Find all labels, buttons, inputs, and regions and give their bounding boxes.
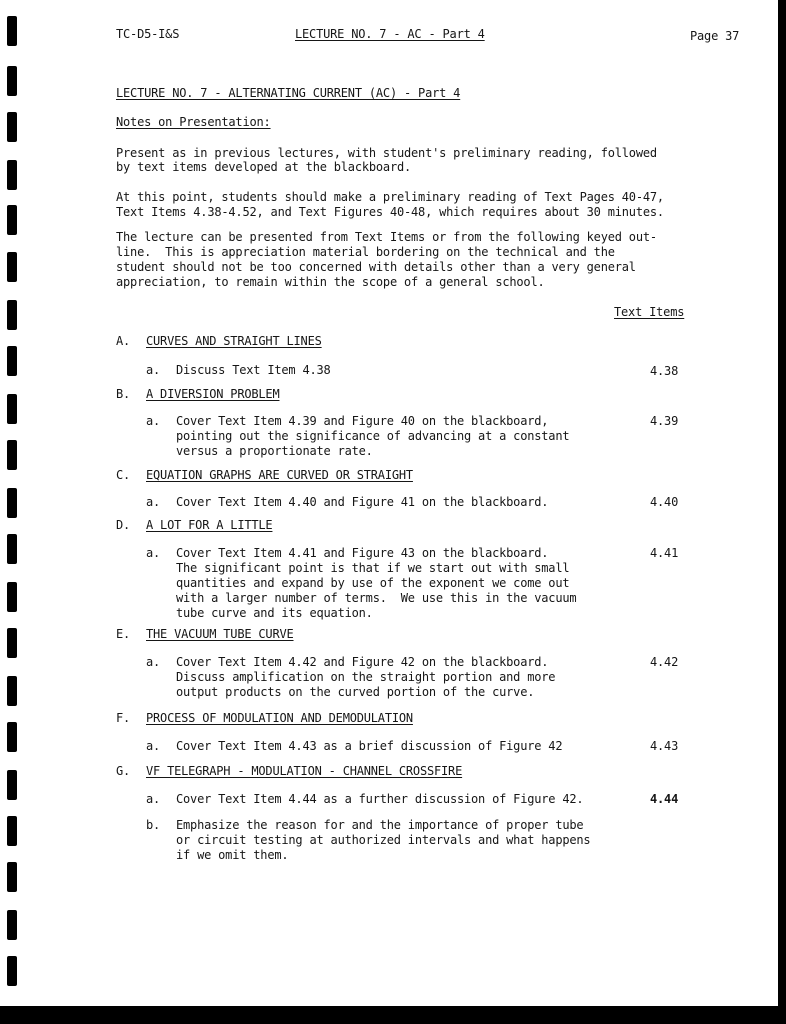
- punch-hole: [7, 66, 17, 96]
- lecture-title: LECTURE NO. 7 - ALTERNATING CURRENT (AC) - Part 4: [116, 86, 461, 100]
- item-line: tube curve and its equation.: [176, 606, 373, 620]
- section-title: PROCESS OF MODULATION AND DEMODULATION: [146, 711, 413, 725]
- section-title: THE VACUUM TUBE CURVE: [146, 627, 294, 641]
- paragraph-line: At this point, students should make a preliminary reading of Text Pages 40-47,: [116, 190, 664, 204]
- punch-hole: [7, 676, 17, 706]
- punch-hole: [7, 440, 17, 470]
- punch-hole: [7, 160, 17, 190]
- item-label: b.: [146, 818, 161, 832]
- punch-hole: [7, 205, 17, 235]
- punch-hole: [7, 862, 17, 892]
- paragraph-line: by text items developed at the blackboard.: [116, 160, 412, 174]
- item-line: Cover Text Item 4.42 and Figure 42 on the blackboard.: [176, 655, 549, 669]
- item-ref: 4.41: [650, 546, 679, 560]
- section-letter: E.: [116, 627, 131, 641]
- punch-hole: [7, 488, 17, 518]
- item-ref: 4.38: [650, 364, 679, 378]
- section-title: A LOT FOR A LITTLE: [146, 518, 273, 532]
- item-line: output products on the curved portion of the curve.: [176, 685, 535, 699]
- notes-heading: Notes on Presentation:: [116, 115, 271, 129]
- section-title: EQUATION GRAPHS ARE CURVED OR STRAIGHT: [146, 468, 413, 482]
- item-ref: 4.40: [650, 495, 679, 509]
- section-letter: B.: [116, 387, 131, 401]
- item-ref: 4.42: [650, 655, 679, 669]
- item-line: versus a proportionate rate.: [176, 444, 373, 458]
- item-label: a.: [146, 414, 161, 428]
- section-letter: A.: [116, 334, 131, 348]
- punch-hole: [7, 628, 17, 658]
- paragraph-line: appreciation, to remain within the scope of a general school.: [116, 275, 545, 289]
- punch-hole: [7, 722, 17, 752]
- scan-right-border: [778, 0, 786, 1024]
- item-ref: 4.44: [650, 792, 679, 806]
- section-title: A DIVERSION PROBLEM: [146, 387, 280, 401]
- item-line: Cover Text Item 4.43 as a brief discussion of Figure 42: [176, 739, 563, 753]
- paragraph-line: line. This is appreciation material bordering on the technical and the: [116, 245, 615, 259]
- doc-code: TC-D5-I&S: [116, 27, 180, 41]
- item-line: Cover Text Item 4.39 and Figure 40 on the blackboard,: [176, 414, 549, 428]
- item-label: a.: [146, 655, 161, 669]
- punch-hole: [7, 252, 17, 282]
- item-line: or circuit testing at authorized intervals and what happens: [176, 833, 591, 847]
- item-line: if we omit them.: [176, 848, 289, 862]
- punch-hole: [7, 112, 17, 142]
- punch-hole: [7, 816, 17, 846]
- item-label: a.: [146, 792, 161, 806]
- item-label: a.: [146, 739, 161, 753]
- section-title: CURVES AND STRAIGHT LINES: [146, 334, 322, 348]
- item-ref: 4.43: [650, 739, 679, 753]
- punch-hole: [7, 770, 17, 800]
- punch-hole: [7, 346, 17, 376]
- paragraph-line: The lecture can be presented from Text Items or from the following keyed out-: [116, 230, 657, 244]
- punch-hole: [7, 956, 17, 986]
- item-ref: 4.39: [650, 414, 679, 428]
- header-title: LECTURE NO. 7 - AC - Part 4: [295, 27, 485, 41]
- item-line: The significant point is that if we start out with small: [176, 561, 570, 575]
- punch-hole: [7, 582, 17, 612]
- item-line: pointing out the significance of advancing at a constant: [176, 429, 570, 443]
- item-line: Emphasize the reason for and the importance of proper tube: [176, 818, 584, 832]
- item-line: with a larger number of terms. We use this in the vacuum: [176, 591, 577, 605]
- section-letter: C.: [116, 468, 131, 482]
- item-line: Discuss amplification on the straight portion and more: [176, 670, 556, 684]
- section-letter: D.: [116, 518, 131, 532]
- item-line: Cover Text Item 4.40 and Figure 41 on the blackboard.: [176, 495, 549, 509]
- paragraph-line: Present as in previous lectures, with student's preliminary reading, followed: [116, 146, 657, 160]
- section-title: VF TELEGRAPH - MODULATION - CHANNEL CROSSFIRE: [146, 764, 463, 778]
- scan-bottom-border: [0, 1006, 786, 1024]
- item-line: Cover Text Item 4.41 and Figure 43 on the blackboard.: [176, 546, 549, 560]
- punch-hole: [7, 16, 17, 46]
- paragraph-line: Text Items 4.38-4.52, and Text Figures 40-48, which requires about 30 minutes.: [116, 205, 664, 219]
- text-items-header: Text Items: [614, 305, 685, 319]
- page-number: Page 37: [690, 29, 740, 43]
- item-label: a.: [146, 495, 161, 509]
- punch-hole: [7, 300, 17, 330]
- item-label: a.: [146, 363, 161, 377]
- punch-hole: [7, 394, 17, 424]
- item-line: Cover Text Item 4.44 as a further discussion of Figure 42.: [176, 792, 584, 806]
- item-line: Discuss Text Item 4.38: [176, 363, 331, 377]
- item-label: a.: [146, 546, 161, 560]
- section-letter: F.: [116, 711, 131, 725]
- punch-hole: [7, 910, 17, 940]
- punch-hole: [7, 534, 17, 564]
- paragraph-line: student should not be too concerned with details other than a very general: [116, 260, 636, 274]
- section-letter: G.: [116, 764, 131, 778]
- item-line: quantities and expand by use of the exponent we come out: [176, 576, 570, 590]
